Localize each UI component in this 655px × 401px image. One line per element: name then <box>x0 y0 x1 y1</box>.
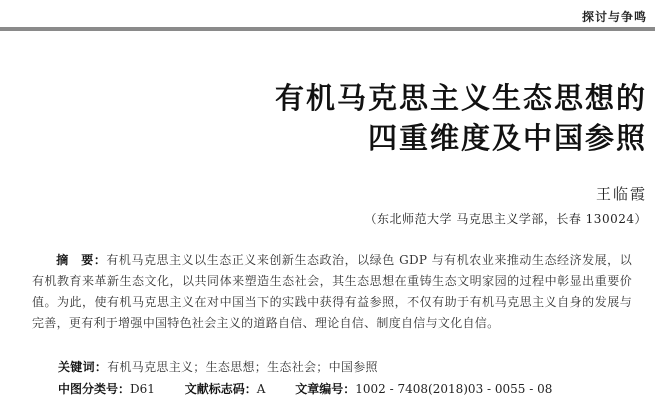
document-code <box>185 382 266 396</box>
abstract <box>32 250 632 334</box>
clc-code <box>58 382 155 396</box>
keywords-text: 有机马克思主义；生态思想；生态社会；中国参照 <box>107 360 378 374</box>
article-title <box>47 78 647 158</box>
article-no-label: 文章编号： <box>295 382 356 396</box>
title-line-1: 有机马克思主义生态思想的 <box>274 81 647 115</box>
clc-label: 中图分类号： <box>58 382 131 396</box>
article-no-value: 1002 - 7408(2018)03 - 0055 - 08 <box>355 382 553 396</box>
section-label: 探讨与争鸣 <box>581 10 647 24</box>
keywords-label: 关键词： <box>58 360 108 374</box>
keywords <box>58 358 378 375</box>
author-affiliation: （东北师范大学 马克思主义学部，长春 130024） <box>364 212 647 226</box>
abstract-text: 有机马克思主义以生态正义来创新生态政治，以绿色 GDP 与有机农业来推动生态经济发展，以有机教育来革新生态文化，以共同体来塑造生态社会，其生态思想在重铸生态文明家园的过程中彰显出重要价值。为此，使有机马克思主义在对中国当下的实践中获得有益参照，不仅有助于有机马克思主义自身的发展与完善，更有利于增强中国特色社会主义的道路自信、理论自信、制度自信与文化自信。 <box>32 253 632 330</box>
abstract-label: 摘 要： <box>56 253 107 267</box>
doc-code-label: 文献标志码： <box>184 382 257 396</box>
author-name: 王临霞 <box>595 185 647 203</box>
doc-code-value: A <box>256 382 266 396</box>
header-rule <box>0 27 655 31</box>
running-header <box>0 0 655 32</box>
classification-line <box>58 380 578 397</box>
article-number <box>295 382 552 396</box>
clc-value: D61 <box>130 382 155 396</box>
title-line-2: 四重维度及中国参照 <box>367 121 647 155</box>
